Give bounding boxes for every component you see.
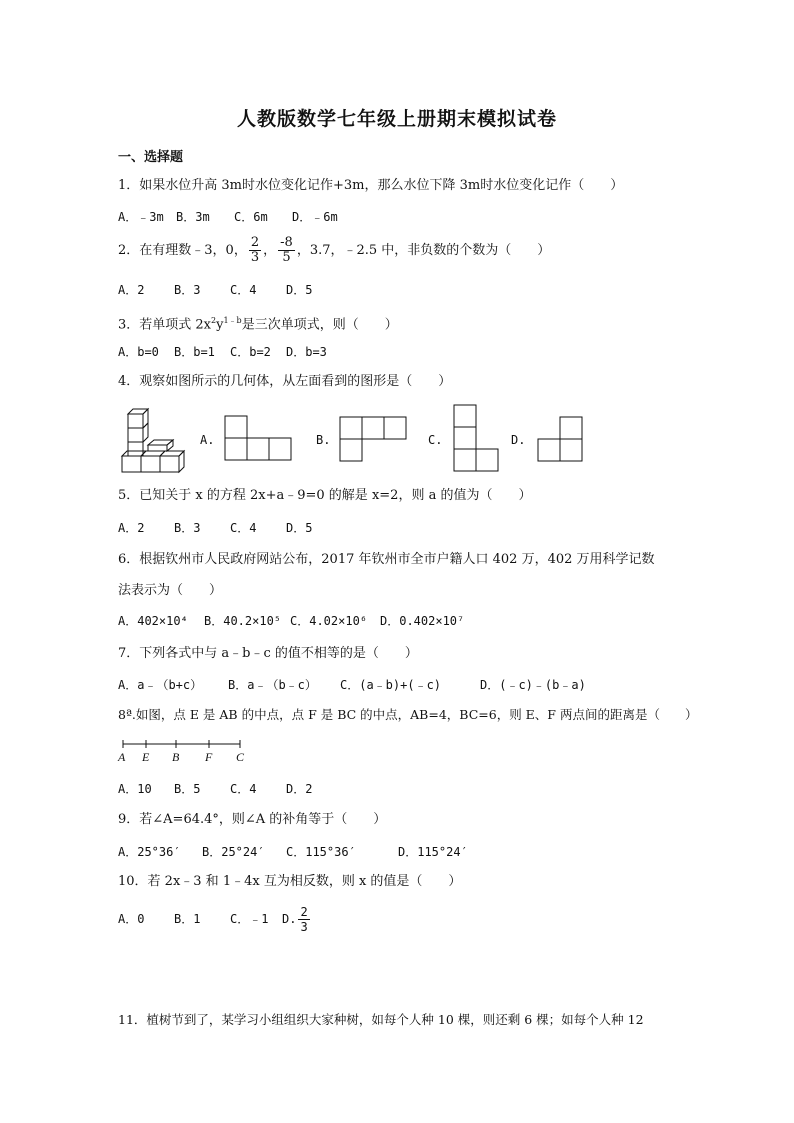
option-b: B．3: [174, 521, 201, 535]
page-title: 人教版数学七年级上册期末模拟试卷: [236, 108, 557, 130]
question-3: 3．若单项式 $2x^2y^{1﹣b}$是三次单项式，则（ ）: [118, 316, 398, 333]
option-a-figure: [225, 416, 291, 460]
option-c: C．6m: [234, 210, 268, 224]
figure-label-c: C.: [428, 433, 443, 447]
option-c: C．4: [230, 782, 257, 796]
fraction-2-3: $\frac{2}{3}$: [250, 235, 260, 265]
solid-figure: [122, 409, 184, 472]
option-b: B．1: [174, 912, 201, 926]
question-2-suffix: ，3.7，﹣2.5 中，非负数的个数为（ ）: [296, 243, 551, 258]
question-8-options: [118, 781, 312, 797]
question-9-options: [118, 844, 468, 860]
option-d: D．(﹣c)﹣(b﹣a): [480, 678, 586, 692]
option-b: B．25°24′: [202, 845, 265, 859]
question-7: 7．下列各式中与 a﹣b﹣c 的值不相等的是（ ）: [118, 646, 418, 661]
question-3-options: [118, 344, 327, 360]
question-2-options: [118, 282, 312, 298]
question-7-options: [118, 677, 586, 693]
option-c: C．4: [230, 283, 257, 297]
question-2-prefix: 2．在有理数﹣3，0，: [118, 243, 247, 258]
option-c: C．b=2: [230, 345, 271, 359]
question-11: 11．植树节到了，某学习小组组织大家种树，如每个人种 10 棵，则还剩 6 棵；如每个人种 12: [118, 1012, 644, 1027]
option-c: C．115°36′: [286, 845, 356, 859]
option-d: D．b=3: [286, 345, 327, 359]
option-d: D．5: [286, 521, 313, 535]
option-a: A．2: [118, 521, 145, 535]
option-c: C．﹣1: [230, 912, 269, 926]
option-a: A．﹣3m: [118, 210, 164, 224]
point-a-label: A: [118, 750, 126, 764]
section-heading: 一、选择题: [118, 150, 184, 165]
question-4: 4．观察如图所示的几何体，从左面看到的图形是（ ）: [118, 374, 452, 389]
option-d: D．2: [286, 782, 313, 796]
option-d: D．0.402×10⁷: [380, 614, 465, 628]
point-c-label: C: [236, 750, 245, 764]
option-a: A．b=0: [118, 345, 159, 359]
fraction-2-3: $\frac{2}{3}$: [300, 905, 308, 934]
question-8: 8ª.如图，点 E 是 AB 的中点，点 F 是 BC 的中点，AB=4，BC=6，则 E、F 两点间的距离是（ ）: [118, 707, 698, 722]
question-2: 2．在有理数﹣3，0， $\frac{2}{3}$ ， $\frac{-8}{5}$ ，3.7，﹣2.5 中，非负数的个数为（ ）: [118, 235, 551, 265]
option-a: A．402×10⁴: [118, 614, 188, 628]
point-b-label: B: [172, 750, 180, 764]
option-d: D.: [282, 912, 297, 926]
option-d: D．﹣6m: [292, 210, 338, 224]
option-a: A．0: [118, 912, 145, 926]
point-e-label: E: [142, 750, 150, 764]
option-b: B．40.2×10⁵: [204, 614, 282, 628]
question-6-line-1: 6．根据钦州市人民政府网站公布，2017 年钦州市全市户籍人口 402 万，402 万用科学记数: [118, 552, 655, 567]
option-b: B．b=1: [174, 345, 215, 359]
figure-label-d: D.: [511, 433, 526, 447]
option-b: B．3: [174, 283, 201, 297]
option-a: A．25°36′: [118, 845, 181, 859]
question-1-options: [118, 209, 338, 225]
option-d: D．5: [286, 283, 313, 297]
question-9: 9．若∠A=64.4°，则∠A 的补角等于（ ）: [118, 812, 387, 827]
option-b: B．5: [174, 782, 201, 796]
segment-figure: [118, 738, 248, 750]
figure-label-a: A.: [200, 433, 215, 447]
option-d: D．115°24′: [398, 845, 468, 859]
option-c-figure: [454, 405, 498, 471]
option-b-figure: [340, 417, 406, 461]
option-a: A．10: [118, 782, 152, 796]
option-a: A．2: [118, 283, 145, 297]
option-c: C．4: [230, 521, 257, 535]
point-f-label: F: [205, 750, 213, 764]
question-10-options: [118, 905, 312, 934]
question-5-options: [118, 520, 312, 536]
question-6-options: [118, 613, 464, 629]
option-c: C．4.02×10⁶: [290, 614, 368, 628]
option-d-figure: [538, 417, 582, 461]
figure-label-b: B.: [316, 433, 331, 447]
question-10: 10．若 2x﹣3 和 1﹣4x 互为相反数，则 x 的值是（ ）: [118, 874, 462, 889]
option-b: B．a﹣（b﹣c）: [228, 678, 317, 692]
question-6-line-2: 法表示为（ ）: [118, 583, 223, 598]
question-5: 5．已知关于 x 的方程 2x+a﹣9=0 的解是 x=2，则 a 的值为（ ）: [118, 488, 532, 503]
option-a: A．a﹣（b+c）: [118, 678, 203, 692]
question-1: 1．如果水位升高 3m时水位变化记作+3m，那么水位下降 3m时水位变化记作（ ）: [118, 178, 624, 193]
question-4-figures: [118, 405, 598, 475]
fraction-neg-8-5: $\frac{-8}{5}$: [280, 235, 293, 265]
option-b: B．3m: [176, 210, 210, 224]
option-c: C．(a﹣b)+(﹣c): [340, 678, 442, 692]
